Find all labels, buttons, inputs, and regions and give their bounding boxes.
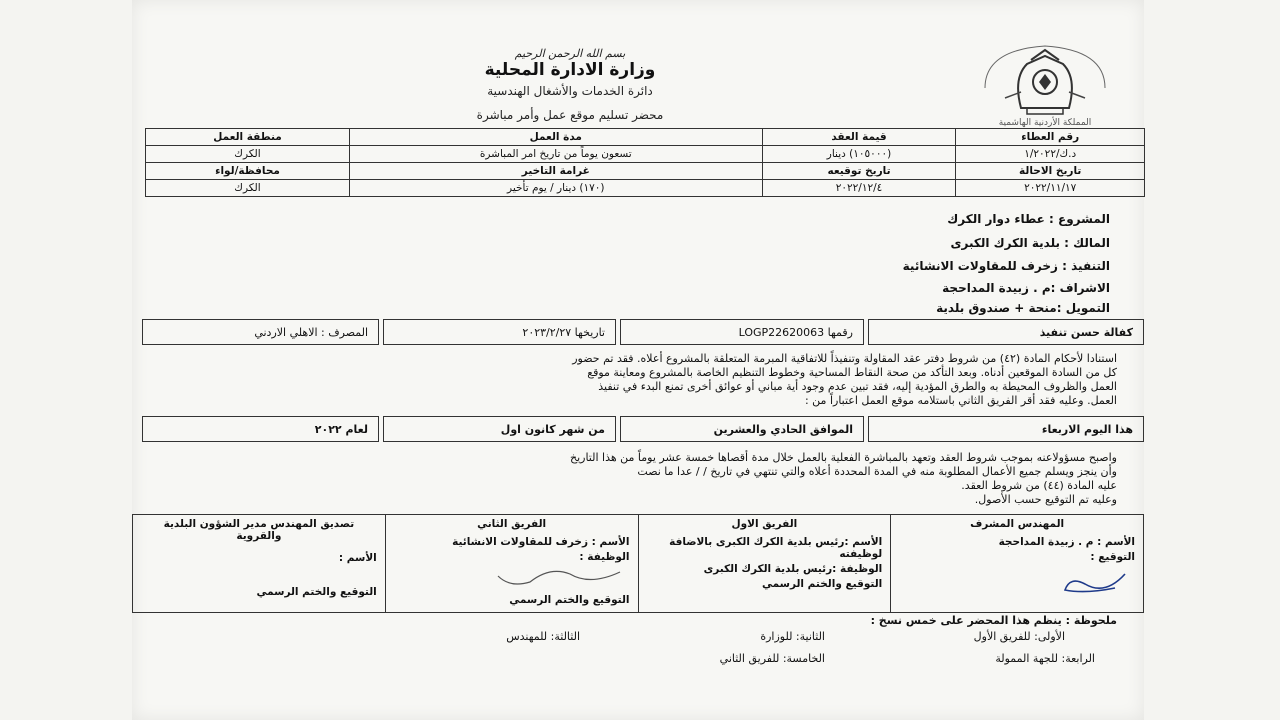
td-contract-value: (١٠٥٠٠٠) دينار (762, 146, 956, 163)
sig-line: الأسم :رئيس بلدية الكرك الكبرى بالاضافة لوظيفته (669, 536, 883, 560)
jordan-crest-icon (965, 38, 1125, 126)
td-delay-penalty: (١٧٠) دينار / يوم تأخير (349, 180, 762, 197)
guarantee-bank: المصرف : الاهلي الاردني (142, 319, 379, 345)
td-work-duration: تسعون يوماً من تاريخ امر المباشرة (349, 146, 762, 163)
para2-line2: وأن ينجز ويسلم جميع الأعمال المطلوبة منه في المدة المحددة أعلاه والتي تنتهي في تاريخ / / عدا ما نصت (637, 465, 1117, 478)
sig-title: المهندس المشرف (970, 518, 1065, 530)
sig-line: الوظيفة :رئيس بلدية الكرك الكبرى (703, 563, 883, 575)
sig-first-party (638, 515, 891, 613)
sig-line: الوظيفة : (579, 551, 630, 563)
executor-line: التنفيذ : زخرف للمقاولات الانشائية (902, 259, 1110, 273)
para1-line3: العمل والظروف المحيطة به والطرق المؤدية إليه، فقد تبين عدم وجود أية مباني أو عوائق أخرى تمنع البدء في تنفيذ (598, 380, 1117, 393)
directorate-name: دائرة الخدمات والأشغال الهندسية (487, 84, 653, 98)
th-governorate: محافظة/لواء (146, 163, 350, 180)
signature-scribble-icon (490, 566, 630, 588)
crest-caption: المملكة الأردنية الهاشمية (998, 118, 1092, 128)
sig-title: الفريق الثاني (477, 518, 547, 530)
td-governorate: الكرك (146, 180, 350, 197)
sig-line: التوقيع والختم الرسمي (509, 594, 630, 606)
ministry-name: وزارة الادارة المحلية (484, 60, 656, 80)
sig-line: الأسم : م . زبيدة المداحجة (998, 536, 1135, 548)
supervision-line: الاشراف :م . زبيدة المداحجة (942, 281, 1110, 295)
date-date: الموافق الحادي والعشرين (620, 416, 864, 442)
copy-4: الرابعة: للجهة الممولة (995, 652, 1095, 665)
date-month: من شهر كانون اول (383, 416, 616, 442)
contract-info-table (145, 128, 1145, 197)
th-award-date: تاريخ الاحالة (956, 163, 1145, 180)
sig-line: التوقيع : (1090, 551, 1135, 563)
th-work-area: منطقة العمل (146, 129, 350, 146)
owner-line: المالك : بلدية الكرك الكبرى (950, 236, 1110, 250)
sig-line: الأسم : زخرف للمقاولات الانشائية (452, 536, 630, 548)
para2-line4: وعليه تم التوقيع حسب الأصول. (974, 493, 1117, 506)
guarantee-date: تاريخها ٢٠٢٣/٢/٢٧ (383, 319, 616, 345)
sig-title: الفريق الاول (731, 518, 798, 530)
copy-5: الخامسة: للفريق الثاني (719, 652, 825, 665)
date-year: لعام ٢٠٢٢ (142, 416, 379, 442)
document-title: محضر تسليم موقع عمل وأمر مباشرة (476, 108, 664, 122)
td-signing-date: ٢٠٢٢/١٢/٤ (762, 180, 956, 197)
sig-line: التوقيع والختم الرسمي (256, 586, 377, 598)
th-work-duration: مدة العمل (349, 129, 762, 146)
td-work-area: الكرك (146, 146, 350, 163)
para1-line1: استنادا لأحكام المادة (٤٢) من شروط دفتر عقد المقاولة وتنفيذاً للاتفاقية المبرمة المتعلقة بالمشروع أعلاه. فقد تم حضور (572, 352, 1117, 365)
guarantee-number: رقمها LOGP22620063 (620, 319, 864, 345)
signatures-table (132, 514, 1144, 613)
para2-line1: واصبح مسؤولاعنه بموجب شروط العقد وتعهد بالمباشرة الفعلية بالعمل خلال مدة أقصاها خمسة عشر يوماً من هذا التاريخ (569, 451, 1117, 464)
sig-line: الأسم : (338, 552, 377, 564)
sig-director-approval (133, 515, 386, 613)
sig-title: تصديق المهندس مدير الشؤون البلدية والقروية (163, 518, 355, 542)
sig-line: التوقيع والختم الرسمي (761, 578, 883, 590)
sig-supervising-engineer (891, 515, 1144, 613)
para2-line3: عليه المادة (٤٤) من شروط العقد. (961, 479, 1117, 492)
notes-heading: ملحوظة : ينظم هذا المحضر على خمس نسخ : (870, 614, 1117, 627)
date-day: هذا اليوم الاربعاء (868, 416, 1144, 442)
th-contract-value: قيمة العقد (762, 129, 956, 146)
copy-3: الثالثة: للمهندس (506, 630, 580, 643)
th-signing-date: تاريخ توقيعه (762, 163, 956, 180)
copy-1: الأولى: للفريق الأول (973, 630, 1065, 643)
th-tender-no: رقم العطاء (956, 129, 1145, 146)
guarantee-type: كفالة حسن تنفيذ (868, 319, 1144, 345)
td-award-date: ٢٠٢٢/١١/١٧ (956, 180, 1145, 197)
sig-second-party (385, 515, 638, 613)
para1-line4: العمل. وعليه فقد أقر الفريق الثاني باستلامه موقع العمل اعتباراً من : (804, 394, 1117, 407)
td-tender-no: د.ك/١/٢٠٢٢ (956, 146, 1145, 163)
signature-scribble-icon (1055, 566, 1135, 596)
th-delay-penalty: غرامة التاخير (349, 163, 762, 180)
project-line: المشروع : عطاء دوار الكرك (947, 212, 1110, 226)
copy-2: الثانية: للوزارة (760, 630, 825, 643)
para1-line2: كل من السادة الموقعين أدناه. وبعد التأكد من صحة النقاط المساحية وخطوط التنظيم الخاصة بالمشروع ومعاينة موقع (587, 366, 1117, 379)
funding-line: التمويل :منحة + صندوق بلدية (936, 301, 1110, 315)
basmala: بسم الله الرحمن الرحيم (514, 47, 626, 60)
